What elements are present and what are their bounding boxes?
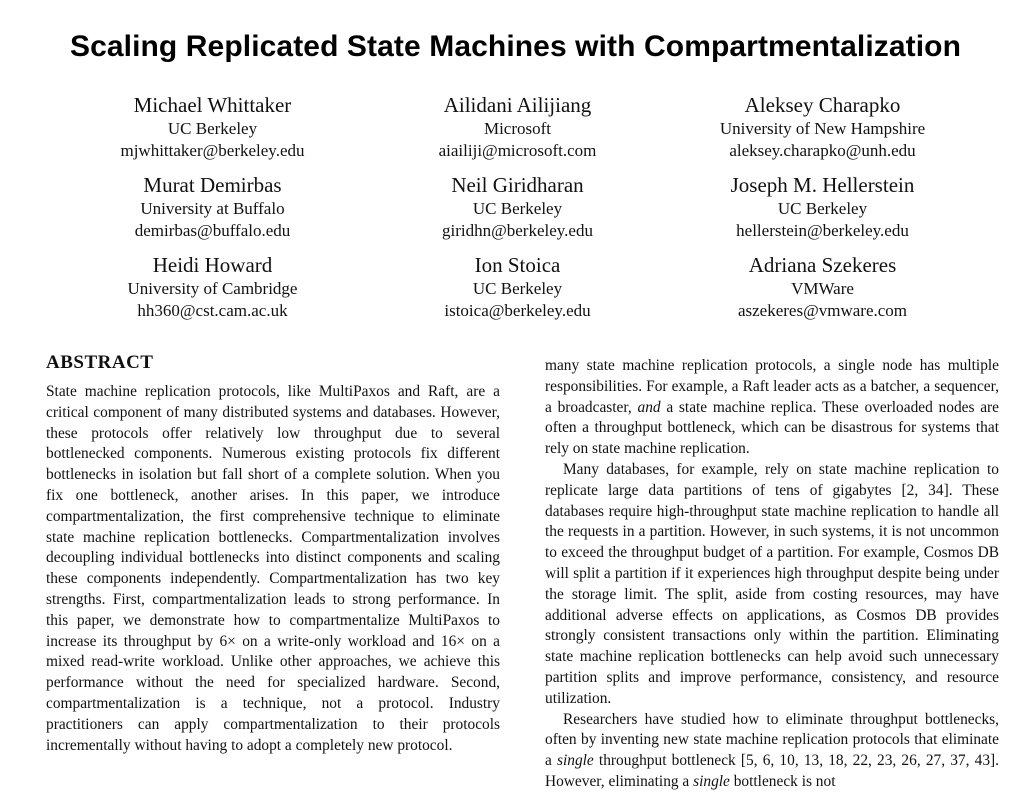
- abstract-paragraph: State machine replication protocols, like MultiPaxos and Raft, are a critical component of many distributed systems and databases. However, these protocols offer relatively low throughput due to several bottlenecked components. Numerous existing protocols fix different bottlenecks in isolation but fall short of a complete solution. When you fix one bottleneck, another arises. In this paper, we introduce compartmentalization, the first comprehensive technique to eliminate state machine replication bottlenecks. Compartmentalization involves decoupling individual bottlenecks into distinct components and scaling these components independently. Compartmentalization has two key strengths. First, compartmentalization leads to strong performance. In this paper, we demonstrate how to compartmentalize MultiPaxos to increase its throughput by 6× on a write-only workload and 16× on a mixed read-write workload. Unlike other approaches, we achieve this performance without the need for specialized hardware. Second, compartmentalization is a technique, not a protocol. Industry practitioners can apply compartmentalization to their protocols incrementally without having to adopt a completely new protocol.: [46, 383, 500, 754]
- author-entry: [670, 252, 975, 322]
- author-name: Heidi Howard: [152, 253, 273, 277]
- paper-title: Scaling Replicated State Machines with Compartmentalization: [69, 30, 962, 63]
- author-affiliation: UC Berkeley: [472, 279, 563, 298]
- author-name: Michael Whittaker: [133, 93, 292, 117]
- body-paragraph: Many databases, for example, rely on state machine replication to replicate large data partitions of tens of gigabytes [2, 34]. These databases require high-throughput state machine replication to handle all the requests in a partition. However, in such systems, it is not uncommon to exceed the throughput budget of a partition. For example, Cosmos DB will split a partition if it experiences high throughput despite being under the storage limit. The split, aside from costing resources, may have additional adverse effects on applications, as Cosmos DB provides strongly consistent transactions only within the partition. Eliminating state machine replication bottlenecks can help avoid such unnecessary partition splits and improve performance, consistency, and resource utilization.: [545, 460, 999, 707]
- author-affiliation: University at Buffalo: [140, 199, 285, 218]
- author-entry: [670, 172, 975, 242]
- author-name: Neil Giridharan: [451, 173, 584, 197]
- author-email: aszekeres@vmware.com: [737, 301, 908, 320]
- author-name: Ailidani Ailijiang: [443, 93, 592, 117]
- author-name: Murat Demirbas: [143, 173, 282, 197]
- author-email: istoica@berkeley.edu: [444, 301, 591, 320]
- author-entry: [670, 92, 975, 162]
- abstract-heading: ABSTRACT: [46, 352, 154, 373]
- author-email: mjwhittaker@berkeley.edu: [120, 141, 305, 160]
- body-paragraph: many state machine replication protocols, a single node has multiple responsibilities. For example, a Raft leader acts as a batcher, a sequencer, a broadcaster, and a state machine replica. These overloaded nodes are often a throughput bottleneck, which can be disastrous for systems that rely on state machine replication.: [545, 357, 1000, 458]
- author-name: Joseph M. Hellerstein: [730, 173, 915, 197]
- body-column: [545, 356, 999, 793]
- author-name: Ion Stoica: [474, 253, 561, 277]
- author-affiliation: UC Berkeley: [472, 199, 563, 218]
- author-email: giridhn@berkeley.edu: [442, 221, 593, 240]
- author-entry: [365, 252, 670, 322]
- author-affiliation: University of Cambridge: [127, 279, 298, 298]
- author-name: Adriana Szekeres: [748, 253, 897, 277]
- author-affiliation: Microsoft: [483, 119, 552, 138]
- author-name: Aleksey Charapko: [744, 93, 901, 117]
- author-affiliation: University of New Hampshire: [719, 119, 926, 138]
- author-affiliation: UC Berkeley: [777, 199, 868, 218]
- author-entry: [60, 252, 365, 322]
- author-email: demirbas@buffalo.edu: [134, 221, 291, 240]
- author-email: aleksey.charapko@unh.edu: [729, 141, 916, 160]
- author-entry: [365, 92, 670, 162]
- abstract-column: [46, 382, 500, 756]
- author-entry: [60, 92, 365, 162]
- author-email: aiailiji@microsoft.com: [438, 141, 597, 160]
- body-paragraph: Researchers have studied how to eliminate throughput bottlenecks, often by inventing new state machine replication protocols that eliminate a single throughput bottleneck [5, 6, 10, 13, 18, 22, 23, 26, 27, 37, 43]. However, eliminating a single bottleneck is not: [545, 710, 999, 790]
- author-email: hellerstein@berkeley.edu: [736, 221, 909, 240]
- author-entry: [60, 172, 365, 242]
- author-affiliation: VMWare: [791, 279, 854, 298]
- author-entry: [365, 172, 670, 242]
- author-affiliation: UC Berkeley: [167, 119, 258, 138]
- author-block: [60, 92, 975, 322]
- author-email: hh360@cst.cam.ac.uk: [137, 301, 288, 320]
